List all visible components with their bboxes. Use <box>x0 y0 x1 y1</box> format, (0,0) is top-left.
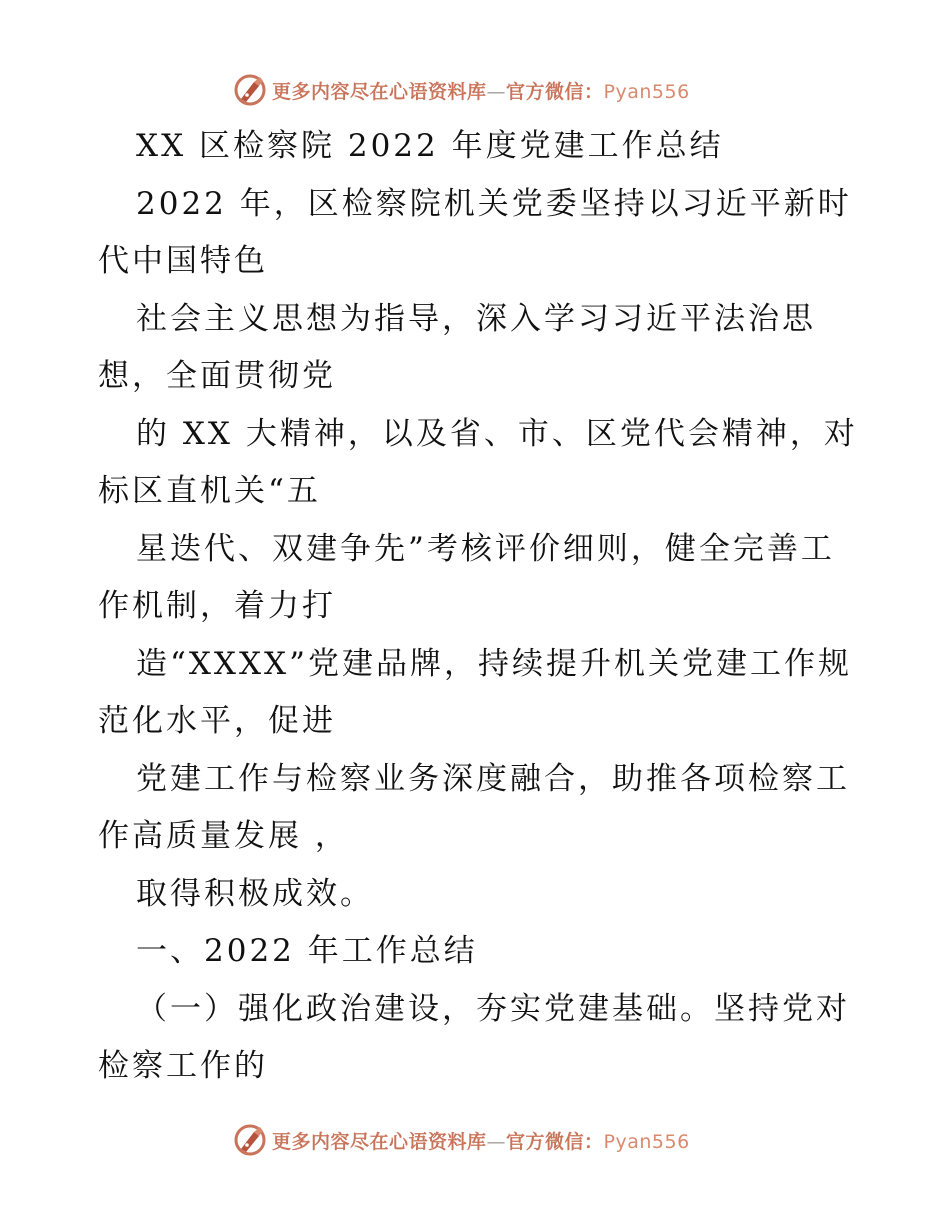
watermark-official: 官方微信： <box>506 80 604 103</box>
watermark-account: Pyan556 <box>603 1130 690 1153</box>
watermark-slogan: 更多内容尽在心语资料库 <box>272 1130 487 1153</box>
text-line: 代中国特色 <box>98 243 268 279</box>
text-line: 检察工作的 <box>98 1048 268 1084</box>
text-line: 作高质量发展 ， <box>98 818 349 854</box>
text-line: 的 XX 大精神，以及省、市、区党代会精神，对 <box>136 415 858 452</box>
text-line: 造“XXXX”党建品牌，持续提升机关党建工作规 <box>136 645 852 682</box>
document-title: XX 区检察院 2022 年度党建工作总结 <box>136 128 724 164</box>
text-line: 社会主义思想为指导，深入学习习近平法治思 <box>136 300 816 337</box>
text-line: 星迭代、双建争先”考核评价细则，健全完善工 <box>136 530 835 567</box>
text-line: 标区直机关“五 <box>98 473 321 509</box>
watermark-text <box>272 77 690 104</box>
header-watermark <box>232 70 752 110</box>
footer-watermark <box>232 1120 752 1160</box>
text-line: 想，全面贯彻党 <box>98 358 336 394</box>
text-line: 范化水平，促进 <box>98 703 336 739</box>
text-line: 作机制，着力打 <box>98 588 336 624</box>
pen-nib-logo-icon <box>232 1122 268 1158</box>
watermark-account: Pyan556 <box>603 80 690 103</box>
watermark-separator: — <box>486 1130 507 1153</box>
text-line: 党建工作与检察业务深度融合，助推各项检察工 <box>136 760 850 797</box>
watermark-slogan: 更多内容尽在心语资料库 <box>272 80 487 103</box>
text-line: 一、2022 年工作总结 <box>136 933 478 969</box>
watermark-text <box>272 1127 690 1154</box>
text-line: 取得积极成效。 <box>136 875 374 912</box>
document-body <box>98 118 858 1096</box>
text-line: （一）强化政治建设，夯实党建基础。坚持党对 <box>136 990 850 1027</box>
pen-nib-logo-icon <box>232 72 268 108</box>
watermark-separator: — <box>486 80 507 103</box>
text-line: 2022 年，区检察院机关党委坚持以习近平新时 <box>136 185 852 222</box>
watermark-official: 官方微信： <box>506 1130 604 1153</box>
